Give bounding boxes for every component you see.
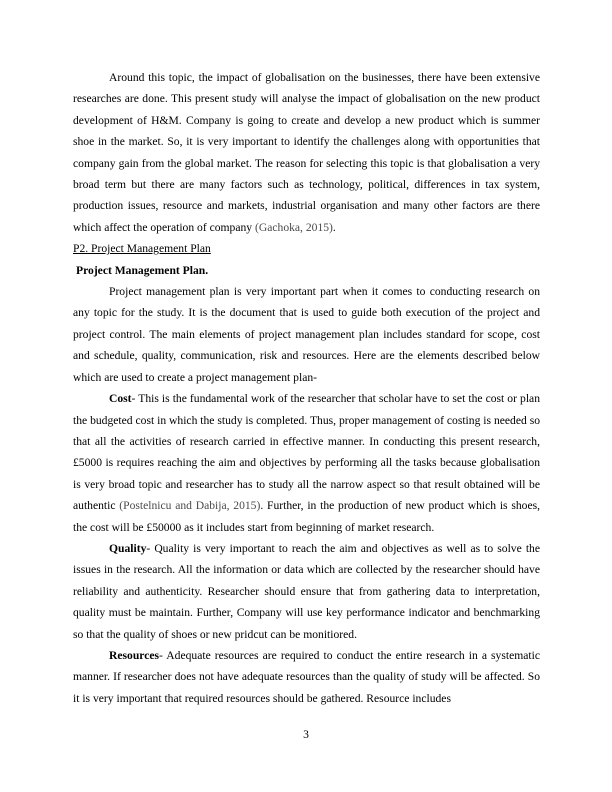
intro-paragraph: [73, 67, 540, 238]
quality-paragraph: [73, 538, 540, 645]
cost-lead: Cost: [109, 392, 132, 406]
resources-text: - Adequate resources are required to conduct the entire research in a systematic manner. If researcher does not have adequate resources than the quality of study will be affected. So it is very important that required resources should be gathered. Resource includes: [73, 648, 540, 705]
intro-citation: (Gachoka, 2015): [255, 220, 333, 234]
quality-text: - Quality is very important to reach the aim and objectives as well as to solve the issues in the research. All the information or data which are collected by the researcher should have reliability and authenticity. Researcher should ensure that from gathering data to interpretation, quality must be maintain. Further, Company will use key performance indicator and benchmarking so that the quality of shoes or new pridcut can be monitiored.: [73, 541, 540, 641]
section-heading[interactable]: P2. Project Management Plan: [73, 242, 211, 256]
cost-citation: (Postelnicu and Dabija, 2015): [119, 499, 261, 513]
resources-paragraph: [73, 645, 540, 709]
pmp-paragraph: Project management plan is very important part when it comes to conducting research on any topic for the study. It is the document that is used to guide both execution of the project and project control. The main elements of project management plan includes standard for scope, cost and schedule, quality, communication, risk and resources. Here are the elements described below which are used to create a project management plan-: [73, 285, 540, 384]
cost-after: . Further, in the production of new product which is shoes, the cost will be £50000 as it includes start from beginning of market research.: [73, 499, 540, 534]
page-number: 3: [303, 728, 309, 741]
resources-lead: Resources: [109, 648, 160, 662]
subheading: Project Management Plan.: [76, 263, 209, 277]
cost-text: - This is the fundamental work of the researcher that scholar have to set the cost or plan the budgeted cost in which the study is completed. Thus, proper management of costing is needed so that all the activities of research carried in effective manner. In conducting this present research, £5000 is requires reaching the aim and objectives by performing all the tasks because globalisation is very broad topic and researcher has to study all the narrow aspect so that result obtained will be authentic: [73, 392, 540, 513]
document-body: [73, 67, 540, 709]
quality-lead: Quality: [109, 541, 147, 555]
intro-text: Around this topic, the impact of globalisation on the businesses, there have been extensive researches are done. This present study will analyse the impact of globalisation on the new product development of H&M. Company is going to create and develop a new product which is summer shoe in the market. So, it is very important to identify the challenges along with opportunities that company gain from the global market. The reason for selecting this topic is that globalisation a very broad term but there are many factors such as technology, political, differences in tax system, production issues, resource and markets, industrial organisation and many other factors are there which affect the operation of company: [73, 71, 540, 234]
cost-paragraph: [73, 388, 540, 538]
intro-after: .: [332, 220, 336, 234]
